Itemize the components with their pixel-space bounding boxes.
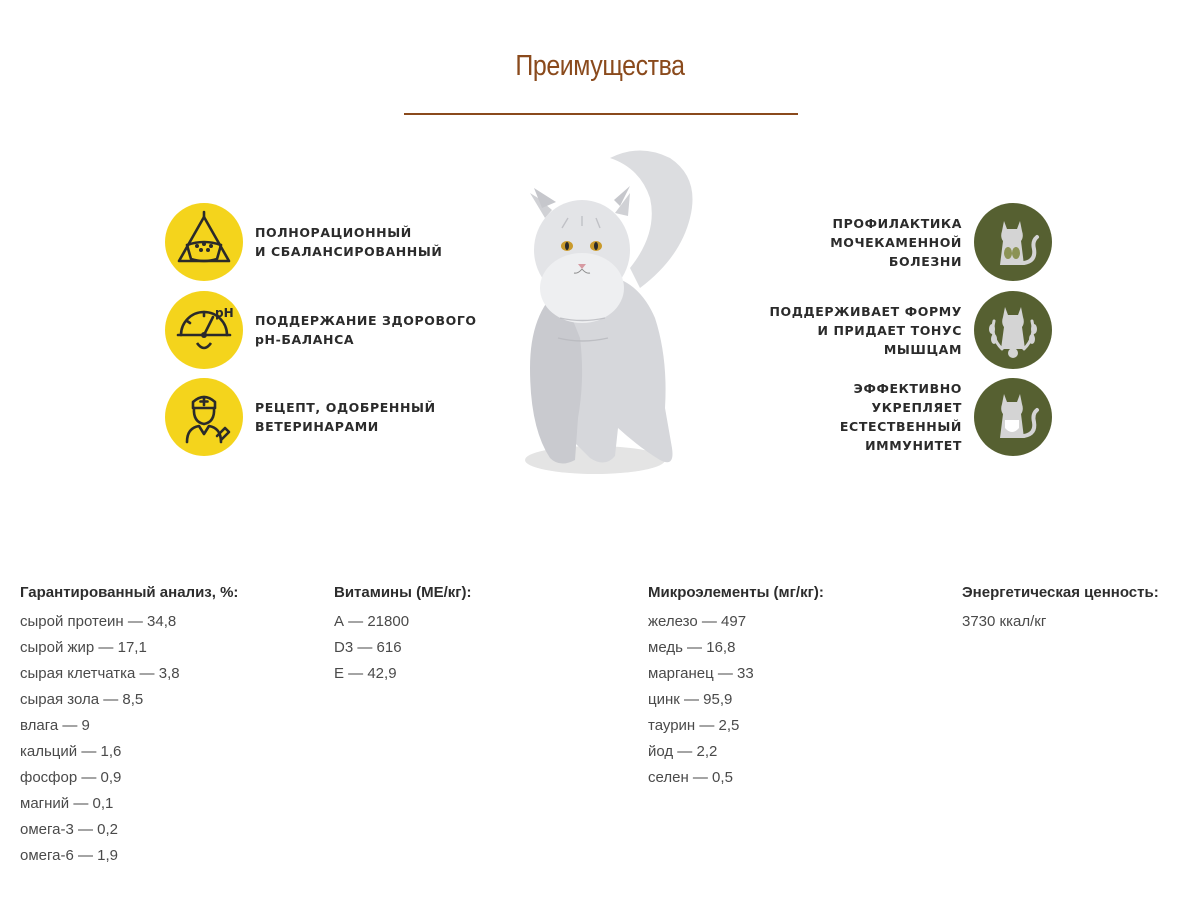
list-item: сырой жир — 17,1 <box>20 639 147 656</box>
page-title: Преимущества <box>515 50 685 82</box>
list-item: йод — 2,2 <box>648 743 718 760</box>
list-item: А — 21800 <box>334 613 410 630</box>
title-divider <box>404 113 798 115</box>
vitamins-list <box>334 609 472 687</box>
ph-icon-label: pH <box>215 306 234 320</box>
minerals-list <box>648 609 824 791</box>
feature-ph <box>165 290 477 370</box>
cat-image <box>490 138 730 483</box>
list-item: кальций — 1,6 <box>20 743 122 760</box>
feature-vet-text: РЕЦЕПТ, ОДОБРЕННЫЙ ВЕТЕРИНАРАМИ <box>255 400 436 434</box>
energy-heading: Энергетическая ценность: <box>962 584 1159 601</box>
feature-immunity <box>760 377 1052 457</box>
feature-muscles <box>760 290 1052 370</box>
feature-urolithiasis <box>760 202 1052 282</box>
list-item: магний — 0,1 <box>20 795 114 812</box>
list-item: D3 — 616 <box>334 639 402 656</box>
balanced-bowl-icon <box>165 203 243 281</box>
vitamins-column <box>334 583 472 687</box>
analysis-heading: Гарантированный анализ, %: <box>20 584 239 601</box>
feature-immunity-text: ЭФФЕКТИВНО УКРЕПЛЯЕТ ЕСТЕСТВЕННЫЙ ИММУНИТЕТ <box>839 381 962 453</box>
list-item: марганец — 33 <box>648 665 754 682</box>
minerals-heading: Микроэлементы (мг/кг): <box>648 584 824 601</box>
feature-ph-text: ПОДДЕРЖАНИЕ ЗДОРОВОГО pH-БАЛАНСА <box>255 313 477 347</box>
list-item: 3730 ккал/кг <box>962 613 1047 630</box>
list-item: влага — 9 <box>20 717 90 734</box>
list-item: таурин — 2,5 <box>648 717 740 734</box>
list-item: сырая клетчатка — 3,8 <box>20 665 180 682</box>
cat-kidney-icon <box>974 203 1052 281</box>
feature-vet <box>165 377 436 457</box>
list-item: фосфор — 0,9 <box>20 769 122 786</box>
feature-balanced <box>165 202 442 282</box>
list-item: сырая зола — 8,5 <box>20 691 144 708</box>
energy-list <box>962 609 1159 635</box>
veterinarian-icon <box>165 378 243 456</box>
list-item: железо — 497 <box>648 613 747 630</box>
ph-gauge-icon <box>165 291 243 369</box>
energy-column <box>962 583 1159 635</box>
list-item: селен — 0,5 <box>648 769 733 786</box>
analysis-column <box>20 583 238 869</box>
list-item: Е — 42,9 <box>334 665 397 682</box>
vitamins-heading: Витамины (МЕ/кг): <box>334 584 472 601</box>
feature-muscles-text: ПОДДЕРЖИВАЕТ ФОРМУ И ПРИДАЕТ ТОНУС МЫШЦАМ <box>769 303 962 357</box>
list-item: цинк — 95,9 <box>648 691 733 708</box>
feature-balanced-text: ПОЛНОРАЦИОННЫЙ И СБАЛАНСИРОВАННЫЙ <box>255 225 443 259</box>
feature-urolithiasis-text: ПРОФИЛАКТИКА МОЧЕКАМЕННОЙ БОЛЕЗНИ <box>830 215 962 269</box>
list-item: омега-6 — 1,9 <box>20 847 119 864</box>
cat-medal-icon <box>974 291 1052 369</box>
analysis-list <box>20 609 238 869</box>
list-item: медь — 16,8 <box>648 639 736 656</box>
list-item: сырой протеин — 34,8 <box>20 613 177 630</box>
list-item: омега-3 — 0,2 <box>20 821 119 838</box>
cat-shield-icon <box>974 378 1052 456</box>
minerals-column <box>648 583 824 791</box>
